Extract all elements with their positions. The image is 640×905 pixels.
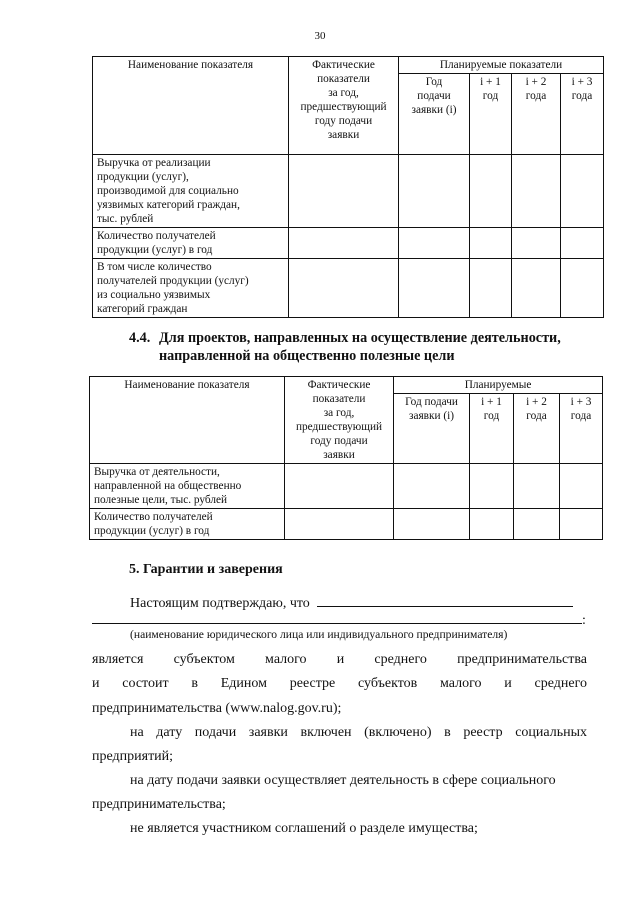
table-cell[interactable] xyxy=(470,464,514,509)
table-row xyxy=(93,228,604,259)
page-number: 30 xyxy=(314,30,326,42)
guarantee-no-psa: не является участником соглашений о разделе имущества; xyxy=(130,821,478,836)
section-4-4-heading: 4.4. Для проектов, направленных на осуществление деятельности, направленной на общественно полезные цели xyxy=(129,330,561,364)
table-cell[interactable] xyxy=(561,155,604,228)
column-header-planned: Планируемые xyxy=(394,377,603,394)
table-row xyxy=(93,259,604,318)
table-cell[interactable] xyxy=(470,509,514,540)
table-cell[interactable] xyxy=(560,464,603,509)
table-cell[interactable] xyxy=(399,228,470,259)
table-cell[interactable] xyxy=(514,509,560,540)
guarantee-social-registry-line2: предприятий; xyxy=(92,749,174,764)
table-header-row xyxy=(90,377,603,394)
confirm-line: Настоящим подтверждаю, что xyxy=(130,594,585,613)
section-5-heading: 5. Гарантии и заверения xyxy=(129,562,283,577)
row-label-revenue: Выручка от реализации продукции (услуг), производимой для социально уязвимых категорий граждан, тыс. рублей xyxy=(93,155,289,228)
guarantee-social-activity-line1: на дату подачи заявки осуществляет деятельность в сфере социального xyxy=(130,773,556,788)
indicators-table-public-benefit xyxy=(89,376,603,540)
table-cell[interactable] xyxy=(399,259,470,318)
column-header-actual: Фактические показатели за год, предшествующий году подачи заявки xyxy=(289,57,399,155)
entity-name-caption: (наименование юридического лица или индивидуального предпринимателя) xyxy=(130,628,508,641)
entity-name-field-line2[interactable] xyxy=(92,611,582,624)
subheader-year-i-plus-3: i + 3 года xyxy=(560,394,603,464)
subheader-year-i-plus-3: i + 3 года xyxy=(561,74,604,155)
table-cell[interactable] xyxy=(512,259,561,318)
table-cell[interactable] xyxy=(285,464,394,509)
table-row xyxy=(90,464,603,509)
table-cell[interactable] xyxy=(470,259,512,318)
column-header-name: Наименование показателя xyxy=(90,377,285,464)
table-cell[interactable] xyxy=(394,464,470,509)
table-cell[interactable] xyxy=(289,259,399,318)
table-cell[interactable] xyxy=(394,509,470,540)
guarantee-sme-line2: и состоит в Едином реестре субъектов малого и среднего xyxy=(92,676,587,691)
guarantee-sme-line3: предпринимательства (www.nalog.gov.ru); xyxy=(92,701,342,716)
entity-name-field-line2-wrap: : xyxy=(92,611,597,630)
table-cell[interactable] xyxy=(512,228,561,259)
column-header-name: Наименование показателя xyxy=(93,57,289,155)
indicators-table-social-groups xyxy=(92,56,604,318)
subheader-year-i-plus-2: i + 2 года xyxy=(514,394,560,464)
guarantee-social-activity-line2: предпринимательства; xyxy=(92,797,226,812)
subheader-year-i-plus-2: i + 2 года xyxy=(512,74,561,155)
entity-name-field-line1[interactable] xyxy=(317,594,573,607)
subheader-application-year: Год подачи заявки (i) xyxy=(394,394,470,464)
table-cell[interactable] xyxy=(560,509,603,540)
table-cell[interactable] xyxy=(289,228,399,259)
table-cell[interactable] xyxy=(470,155,512,228)
guarantee-social-registry-line1: на дату подачи заявки включен (включено) в реестр социальных xyxy=(130,725,587,740)
subheader-application-year: Год подачи заявки (i) xyxy=(399,74,470,155)
row-label-revenue-public-benefit: Выручка от деятельности, направленной на общественно полезные цели, тыс. рублей xyxy=(90,464,285,509)
table-cell[interactable] xyxy=(285,509,394,540)
table-header-row xyxy=(93,57,604,74)
row-label-recipients: Количество получателей продукции (услуг) в год xyxy=(93,228,289,259)
table-cell[interactable] xyxy=(561,259,604,318)
table-cell[interactable] xyxy=(561,228,604,259)
table-cell[interactable] xyxy=(470,228,512,259)
table-cell[interactable] xyxy=(512,155,561,228)
guarantee-sme-line1: является субъектом малого и среднего предпринимательства xyxy=(92,652,587,667)
table-row xyxy=(90,509,603,540)
subheader-year-i-plus-1: i + 1 год xyxy=(470,74,512,155)
table-cell[interactable] xyxy=(514,464,560,509)
row-label-recipients: Количество получателей продукции (услуг) в год xyxy=(90,509,285,540)
column-header-planned: Планируемые показатели xyxy=(399,57,604,74)
column-header-actual: Фактические показатели за год, предшествующий году подачи заявки xyxy=(285,377,394,464)
row-label-vulnerable-recipients: В том числе количество получателей продукции (услуг) из социально уязвимых категорий граждан xyxy=(93,259,289,318)
table-cell[interactable] xyxy=(289,155,399,228)
table-cell[interactable] xyxy=(399,155,470,228)
subheader-year-i-plus-1: i + 1 год xyxy=(470,394,514,464)
table-row xyxy=(93,155,604,228)
